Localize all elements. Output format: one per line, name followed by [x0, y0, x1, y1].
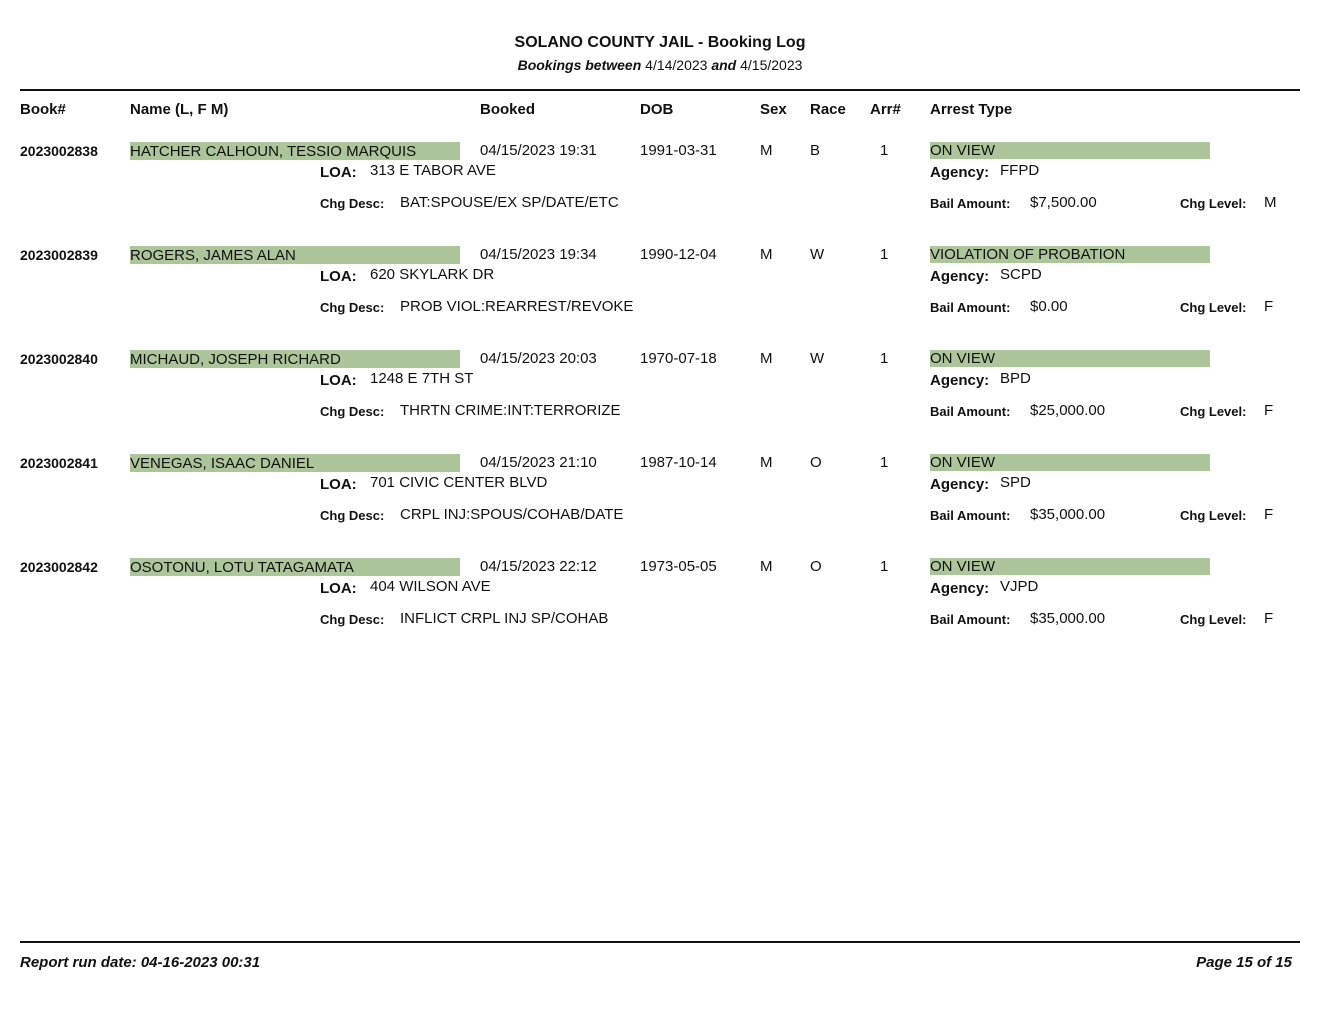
inmate-name: HATCHER CALHOUN, TESSIO MARQUIS — [130, 143, 417, 160]
chg-level-label: Chg Level: — [1180, 612, 1247, 627]
loa-label: LOA: — [320, 372, 357, 389]
col-header-booked: Booked — [480, 101, 536, 118]
report-subtitle — [0, 57, 1320, 73]
bail-amount-label: Bail Amount: — [930, 404, 1011, 419]
chg-level-value: F — [1264, 506, 1274, 523]
agency-label: Agency: — [930, 580, 990, 597]
bail-amount-value: $25,000.00 — [1030, 402, 1106, 419]
chg-desc-value: BAT:SPOUSE/EX SP/DATE/ETC — [400, 194, 619, 211]
loa-value: 620 SKYLARK DR — [370, 266, 495, 283]
booking-record — [0, 142, 1320, 242]
booking-record — [0, 454, 1320, 554]
chg-desc-value: THRTN CRIME:INT:TERRORIZE — [400, 402, 621, 419]
bail-amount-label: Bail Amount: — [930, 300, 1011, 315]
booked-datetime: 04/15/2023 21:10 — [480, 454, 597, 471]
loa-label: LOA: — [320, 580, 357, 597]
arrest-number: 1 — [880, 142, 889, 159]
dob: 1973-05-05 — [640, 558, 717, 575]
loa-value: 1248 E 7TH ST — [370, 370, 474, 387]
dob: 1970-07-18 — [640, 350, 717, 367]
chg-level-value: F — [1264, 610, 1274, 627]
arrest-number: 1 — [880, 558, 889, 575]
agency-value: SCPD — [1000, 266, 1042, 283]
loa-label: LOA: — [320, 476, 357, 493]
bail-amount-value: $35,000.00 — [1030, 506, 1106, 523]
agency-label: Agency: — [930, 268, 990, 285]
inmate-name: VENEGAS, ISAAC DANIEL — [130, 455, 315, 472]
booking-record — [0, 558, 1320, 658]
sex: M — [760, 454, 773, 471]
race: O — [810, 558, 822, 575]
dob: 1987-10-14 — [640, 454, 717, 471]
report-run-date: Report run date: 04-16-2023 00:31 — [20, 954, 261, 971]
book-number: 2023002839 — [20, 247, 98, 263]
book-number: 2023002838 — [20, 143, 98, 159]
booking-record — [0, 246, 1320, 346]
race: O — [810, 454, 822, 471]
chg-level-label: Chg Level: — [1180, 300, 1247, 315]
race: B — [810, 142, 821, 159]
booked-datetime: 04/15/2023 19:31 — [480, 142, 597, 159]
book-number: 2023002840 — [20, 351, 98, 367]
loa-value: 404 WILSON AVE — [370, 578, 491, 595]
inmate-name: MICHAUD, JOSEPH RICHARD — [130, 351, 341, 368]
col-header-name: Name (L, F M) — [130, 101, 229, 118]
bail-amount-value: $35,000.00 — [1030, 610, 1106, 627]
loa-label: LOA: — [320, 268, 357, 285]
agency-value: FFPD — [1000, 162, 1040, 179]
chg-desc-label: Chg Desc: — [320, 404, 385, 419]
bail-amount-value: $0.00 — [1030, 298, 1068, 315]
inmate-name: OSOTONU, LOTU TATAGAMATA — [130, 559, 354, 576]
arrest-type: ON VIEW — [930, 142, 996, 159]
arrest-type: ON VIEW — [930, 454, 996, 471]
col-header-arrest-type: Arrest Type — [930, 101, 1013, 118]
col-header-sex: Sex — [760, 101, 787, 118]
chg-desc-value: PROB VIOL:REARREST/REVOKE — [400, 298, 634, 315]
chg-desc-value: CRPL INJ:SPOUS/COHAB/DATE — [400, 506, 624, 523]
chg-level-value: M — [1264, 194, 1277, 211]
arrest-type: ON VIEW — [930, 558, 996, 575]
col-header-arr: Arr# — [870, 101, 901, 118]
booked-datetime: 04/15/2023 22:12 — [480, 558, 597, 575]
arrest-type: VIOLATION OF PROBATION — [930, 246, 1126, 263]
bail-amount-label: Bail Amount: — [930, 196, 1011, 211]
subtitle-prefix: Bookings between — [517, 57, 642, 73]
agency-label: Agency: — [930, 476, 990, 493]
booked-datetime: 04/15/2023 20:03 — [480, 350, 597, 367]
loa-label: LOA: — [320, 164, 357, 181]
chg-desc-label: Chg Desc: — [320, 196, 385, 211]
sex: M — [760, 246, 773, 263]
header-rule — [20, 89, 1300, 91]
booking-record — [0, 350, 1320, 450]
chg-desc-label: Chg Desc: — [320, 300, 385, 315]
sex: M — [760, 558, 773, 575]
dob: 1991-03-31 — [640, 142, 717, 159]
agency-value: BPD — [1000, 370, 1031, 387]
loa-value: 313 E TABOR AVE — [370, 162, 496, 179]
race: W — [810, 350, 825, 367]
arrest-number: 1 — [880, 246, 889, 263]
chg-level-value: F — [1264, 298, 1274, 315]
agency-value: VJPD — [1000, 578, 1039, 595]
chg-level-label: Chg Level: — [1180, 196, 1247, 211]
agency-label: Agency: — [930, 164, 990, 181]
chg-level-label: Chg Level: — [1180, 508, 1247, 523]
book-number: 2023002841 — [20, 455, 98, 471]
bail-amount-value: $7,500.00 — [1030, 194, 1097, 211]
date-from: 4/14/2023 — [645, 57, 708, 73]
book-number: 2023002842 — [20, 559, 98, 575]
bail-amount-label: Bail Amount: — [930, 612, 1011, 627]
dob: 1990-12-04 — [640, 246, 717, 263]
footer-rule — [20, 941, 1300, 943]
sex: M — [760, 142, 773, 159]
chg-level-label: Chg Level: — [1180, 404, 1247, 419]
agency-value: SPD — [1000, 474, 1031, 491]
inmate-name: ROGERS, JAMES ALAN — [130, 247, 296, 264]
sex: M — [760, 350, 773, 367]
race: W — [810, 246, 825, 263]
chg-desc-label: Chg Desc: — [320, 612, 385, 627]
arrest-type: ON VIEW — [930, 350, 996, 367]
bail-amount-label: Bail Amount: — [930, 508, 1011, 523]
date-to: 4/15/2023 — [740, 57, 803, 73]
chg-desc-label: Chg Desc: — [320, 508, 385, 523]
agency-label: Agency: — [930, 372, 990, 389]
loa-value: 701 CIVIC CENTER BLVD — [370, 474, 548, 491]
page-number: Page 15 of 15 — [1196, 954, 1292, 971]
arrest-number: 1 — [880, 350, 889, 367]
report-title: SOLANO COUNTY JAIL - Booking Log — [514, 34, 806, 51]
chg-level-value: F — [1264, 402, 1274, 419]
subtitle-and: and — [711, 57, 737, 73]
col-header-book: Book# — [20, 101, 66, 118]
chg-desc-value: INFLICT CRPL INJ SP/COHAB — [400, 610, 609, 627]
col-header-race: Race — [810, 101, 846, 118]
arrest-number: 1 — [880, 454, 889, 471]
col-header-dob: DOB — [640, 101, 674, 118]
booked-datetime: 04/15/2023 19:34 — [480, 246, 597, 263]
